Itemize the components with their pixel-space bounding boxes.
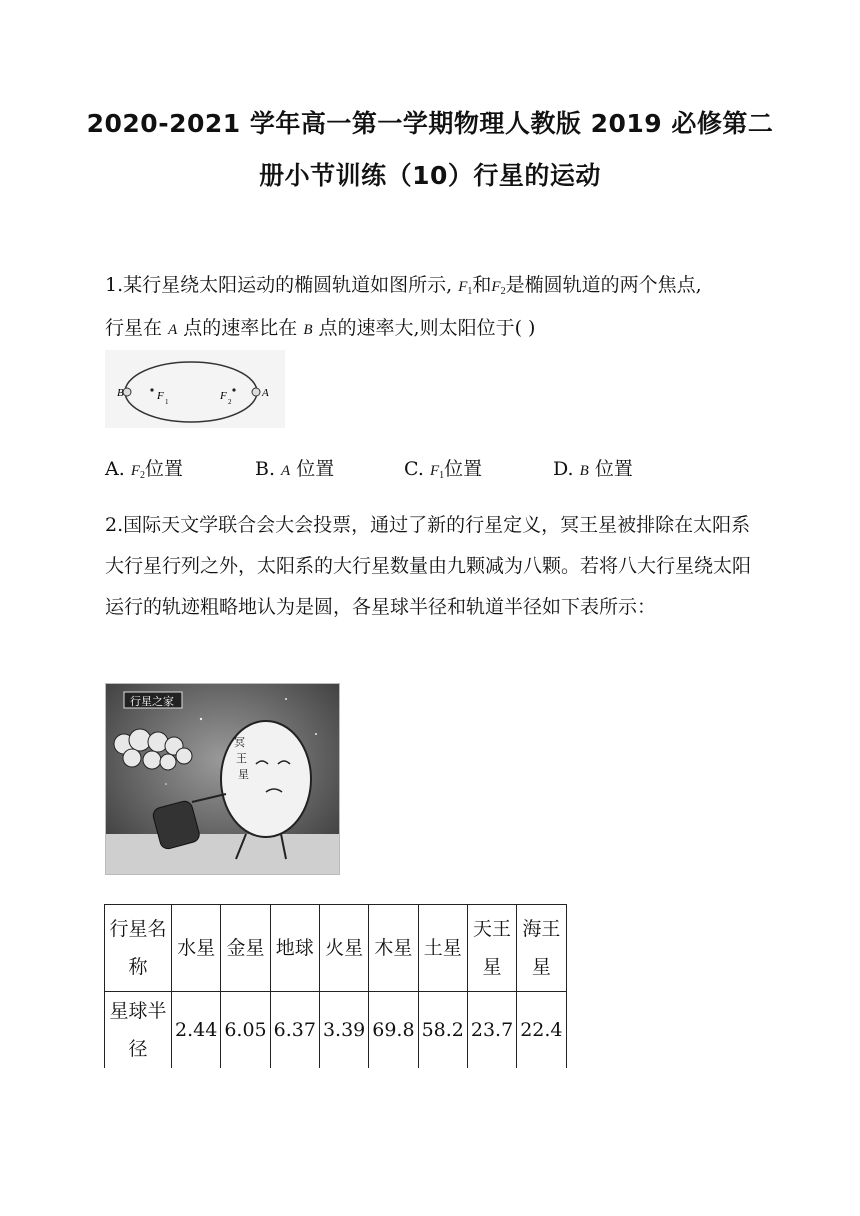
ellipse-orbit-figure	[105, 350, 285, 428]
table-header-cell: 土星	[418, 905, 467, 992]
question-2-stem: 2.国际天文学联合会大会投票，通过了新的行星定义，冥王星被排除在太阳系大行星行列之外，太阳系的大行星数量由九颗减为八颗。若将八大行星绕太阳运行的轨迹粗略地认为是圆，各星球半径和轨道半径如下表所示：	[105, 514, 752, 618]
table-header-cell: 地球	[270, 905, 319, 992]
table-cell: 2.44	[172, 992, 221, 1069]
table-header-cell: 金星	[221, 905, 270, 992]
page-title-line1: 2020-2021 学年高一第一学期物理人教版 2019 必修第二	[86, 109, 774, 138]
q1-text-d: 点的速率比在	[177, 317, 298, 339]
focus-f1-dot	[150, 388, 153, 391]
focus-f1: $F_1$	[458, 279, 473, 297]
table-cell: 6.37	[270, 992, 319, 1069]
question-1-stem	[105, 267, 765, 348]
label-f2: F	[220, 390, 227, 402]
table-header-cell: 水星	[172, 905, 221, 992]
pluto-cartoon-figure	[105, 683, 340, 875]
label-f1: F	[157, 390, 164, 402]
option-c[interactable]: C. $F_1$位置	[404, 458, 483, 481]
table-header-cell: 海王星	[517, 905, 566, 992]
option-a[interactable]: A. $F_2$位置	[105, 458, 183, 481]
table-header-cell: 木星	[369, 905, 418, 992]
q1-text-a: 1.某行星绕太阳运动的椭圆轨道如图所示,	[105, 274, 453, 296]
focus-f2-dot	[232, 388, 235, 391]
page-title-line2: 册小节训练（10）行星的运动	[259, 161, 601, 190]
option-d[interactable]: D. B 位置	[553, 458, 633, 480]
label-f2-sub: 2	[228, 398, 232, 406]
table-header-cell: 火星	[319, 905, 368, 992]
planet-data-table	[104, 904, 567, 1068]
point-a: A	[168, 322, 178, 338]
pluto-label-3: 星	[238, 768, 249, 781]
point-a-marker	[252, 388, 260, 396]
q1-text-and: 和	[472, 274, 492, 296]
q1-text-b: 是椭圆轨道的两个焦点,	[505, 274, 702, 296]
table-cell: 22.4	[517, 992, 566, 1069]
q1-text-c: 行星在	[105, 317, 163, 339]
point-b-marker	[123, 388, 131, 396]
table-header-cell: 天王星	[467, 905, 516, 992]
table-header-cell: 行星名称	[105, 905, 172, 992]
sign-text: 行星之家	[130, 695, 174, 708]
table-cell: 3.39	[319, 992, 368, 1069]
label-f1-sub: 1	[165, 398, 169, 406]
label-b: B	[117, 387, 124, 399]
pluto-label-2: 王	[236, 752, 247, 765]
focus-f2: $F_2$	[491, 279, 506, 297]
label-a: A	[262, 387, 269, 399]
q1-text-e: 点的速率大,则太阳位于( )	[312, 317, 536, 339]
option-b[interactable]: B. A 位置	[255, 458, 335, 480]
point-b: B	[303, 322, 313, 338]
table-cell: 23.7	[467, 992, 516, 1069]
pluto-label-1: 冥	[234, 736, 245, 749]
table-cell: 58.2	[418, 992, 467, 1069]
table-cell: 6.05	[221, 992, 270, 1069]
table-cell: 69.8	[369, 992, 418, 1069]
table-row-label: 星球半径	[105, 992, 172, 1069]
